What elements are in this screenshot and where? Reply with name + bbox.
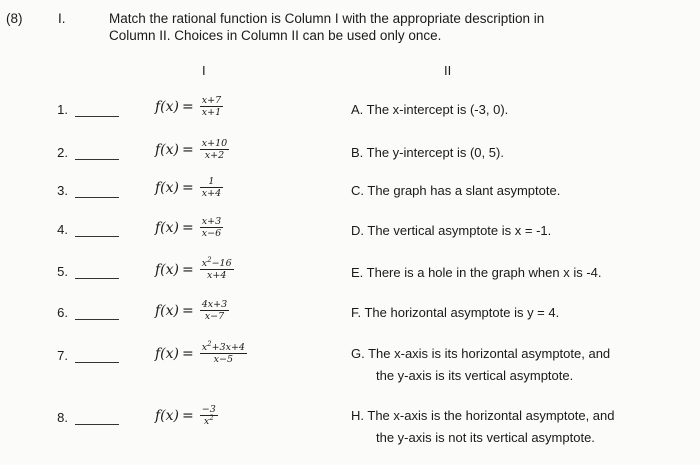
numerator: 1 bbox=[208, 176, 215, 187]
function-lhs: f(x) bbox=[155, 407, 180, 424]
row-5-answer-blank[interactable] bbox=[75, 278, 119, 279]
instructions-line-1: Match the rational function is Column I with the appropriate description in bbox=[109, 11, 545, 26]
numerator: x+7 bbox=[201, 95, 222, 106]
row-6-answer-blank[interactable] bbox=[75, 319, 119, 320]
instructions-line-2: Column II. Choices in Column II can be used only once. bbox=[109, 28, 442, 43]
row-3-number: 3. bbox=[57, 183, 68, 198]
row-4-function bbox=[155, 216, 223, 239]
fraction bbox=[200, 95, 223, 118]
row-4-number: 4. bbox=[57, 222, 68, 237]
row-1-function bbox=[155, 95, 223, 118]
fraction bbox=[200, 255, 234, 281]
fraction bbox=[200, 216, 223, 239]
choice-h bbox=[351, 405, 615, 449]
equals-sign: = bbox=[182, 179, 194, 196]
choice-f: F. The horizontal asymptote is y = 4. bbox=[351, 305, 560, 320]
numerator: 4x+3 bbox=[201, 299, 228, 310]
column-1-header: I bbox=[202, 63, 206, 78]
function-lhs: f(x) bbox=[155, 345, 180, 362]
function-lhs: f(x) bbox=[155, 179, 180, 196]
numerator bbox=[200, 255, 234, 269]
function-lhs: f(x) bbox=[155, 219, 180, 236]
column-2-header: II bbox=[444, 63, 452, 78]
choice-h-line-2: the y-axis is not its vertical asymptote. bbox=[376, 430, 595, 445]
numerator: x+10 bbox=[201, 138, 228, 149]
numerator-base: x bbox=[201, 342, 208, 353]
equals-sign: = bbox=[182, 98, 194, 115]
equals-sign: = bbox=[182, 407, 194, 424]
choice-h-line-1: H. The x-axis is the horizontal asymptote, and bbox=[351, 408, 615, 423]
numerator-exponent: 2 bbox=[207, 339, 212, 348]
denominator: x+4 bbox=[207, 270, 227, 281]
numerator-rest: +3x+4 bbox=[211, 342, 245, 353]
row-1-number: 1. bbox=[57, 102, 68, 117]
equals-sign: = bbox=[182, 219, 194, 236]
row-7-answer-blank[interactable] bbox=[75, 362, 119, 363]
equals-sign: = bbox=[182, 302, 194, 319]
choice-a: A. The x-intercept is (-3, 0). bbox=[351, 102, 509, 117]
fraction bbox=[200, 299, 229, 322]
section-label: I. bbox=[58, 11, 66, 26]
numerator-rest: −16 bbox=[211, 258, 232, 269]
function-lhs: f(x) bbox=[155, 98, 180, 115]
denominator bbox=[202, 413, 216, 427]
function-lhs: f(x) bbox=[155, 261, 180, 278]
denominator-base: x bbox=[203, 416, 210, 427]
choice-g-line-1: G. The x-axis is its horizontal asymptote, and bbox=[351, 346, 611, 361]
row-2-answer-blank[interactable] bbox=[75, 159, 119, 160]
choice-g-line-2: the y-axis is its vertical asymptote. bbox=[376, 368, 574, 383]
choice-d: D. The vertical asymptote is x = -1. bbox=[351, 223, 552, 238]
denominator: x+4 bbox=[201, 188, 222, 199]
denominator: x+1 bbox=[201, 107, 222, 118]
function-lhs: f(x) bbox=[155, 302, 180, 319]
row-7-function bbox=[155, 339, 247, 365]
row-7-number: 7. bbox=[57, 348, 68, 363]
choice-c: C. The graph has a slant asymptote. bbox=[351, 183, 561, 198]
function-lhs: f(x) bbox=[155, 141, 180, 158]
numerator-base: x bbox=[201, 258, 208, 269]
row-2-function bbox=[155, 138, 229, 161]
fraction bbox=[200, 176, 223, 199]
problem-number: (8) bbox=[6, 11, 23, 26]
choice-g bbox=[351, 343, 610, 387]
row-8-answer-blank[interactable] bbox=[75, 424, 119, 425]
equals-sign: = bbox=[182, 345, 194, 362]
row-5-number: 5. bbox=[57, 264, 68, 279]
equals-sign: = bbox=[182, 141, 194, 158]
numerator: −3 bbox=[201, 404, 216, 415]
row-3-function bbox=[155, 176, 223, 199]
choice-b: B. The y-intercept is (0, 5). bbox=[351, 145, 504, 160]
row-3-answer-blank[interactable] bbox=[75, 197, 119, 198]
choice-e: E. There is a hole in the graph when x is -4. bbox=[351, 265, 602, 280]
numerator bbox=[200, 339, 247, 353]
denominator: x−6 bbox=[201, 228, 222, 239]
fraction bbox=[200, 138, 229, 161]
row-8-number: 8. bbox=[57, 410, 68, 425]
denominator: x−7 bbox=[204, 311, 225, 322]
row-8-function bbox=[155, 404, 218, 427]
row-6-function bbox=[155, 299, 229, 322]
row-2-number: 2. bbox=[57, 145, 68, 160]
numerator-exponent: 2 bbox=[207, 255, 212, 264]
denominator-exponent: 2 bbox=[209, 413, 214, 422]
row-6-number: 6. bbox=[57, 305, 68, 320]
denominator: x+2 bbox=[204, 150, 225, 161]
row-4-answer-blank[interactable] bbox=[75, 236, 119, 237]
equals-sign: = bbox=[182, 261, 194, 278]
row-5-function bbox=[155, 255, 234, 281]
denominator: x−5 bbox=[213, 354, 234, 365]
fraction bbox=[200, 404, 218, 427]
fraction bbox=[200, 339, 247, 365]
row-1-answer-blank[interactable] bbox=[75, 116, 119, 117]
numerator: x+3 bbox=[201, 216, 222, 227]
